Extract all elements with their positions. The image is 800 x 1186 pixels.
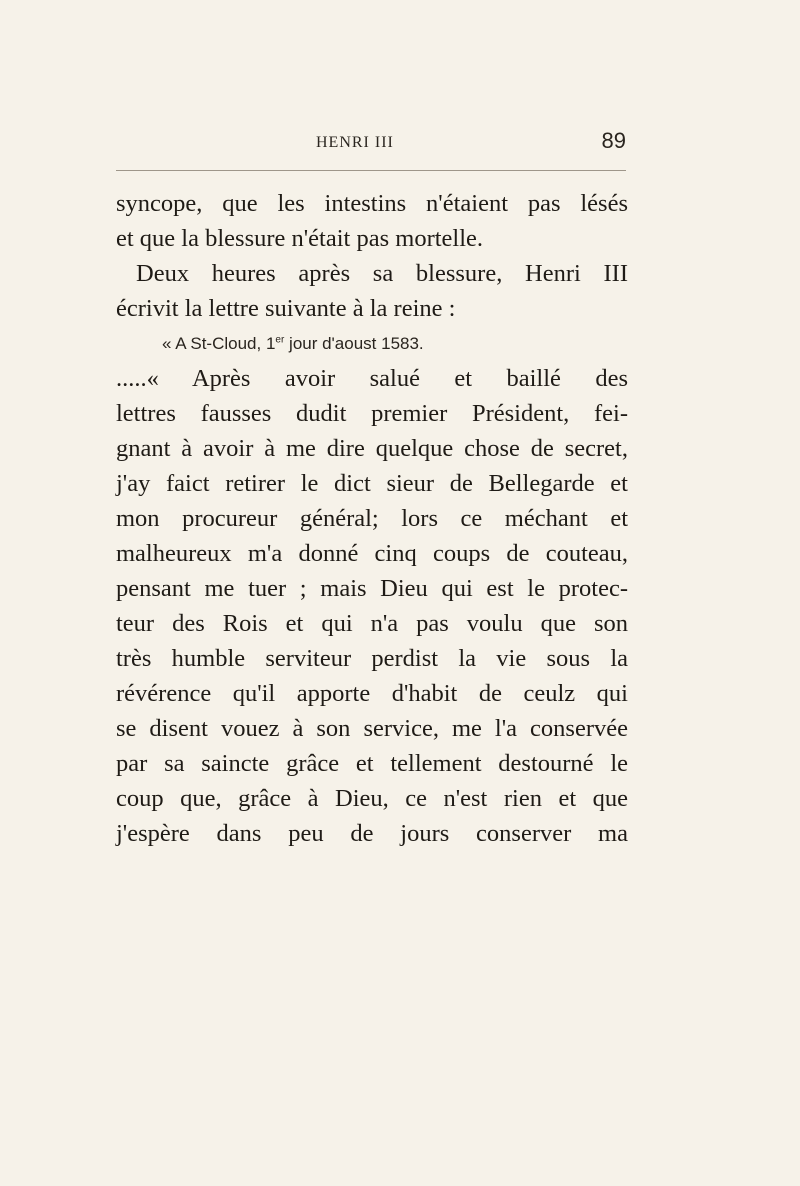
header-rule (116, 170, 626, 171)
text-line: et que la blessure n'était pas mortelle. (116, 225, 484, 252)
page-number: 89 (601, 128, 626, 153)
text-line: se disent vouez à son service, me l'a conservée (116, 715, 628, 742)
dateline-text: « A St-Cloud, 1 (162, 334, 276, 353)
text-line: écrivit la lettre suivante à la reine : (116, 295, 456, 322)
text-line: .....« Après avoir salué et baillé des (116, 365, 628, 392)
text-line: coup que, grâce à Dieu, ce n'est rien et que (116, 785, 628, 812)
text-line: gnant à avoir à me dire quelque chose de secret, (116, 435, 628, 462)
text-line: malheureux m'a donné cinq coups de couteau, (116, 540, 628, 567)
text-line: teur des Rois et qui n'a pas voulu que son (116, 610, 628, 637)
text-line: mon procureur général; lors ce méchant et (116, 505, 628, 532)
letter-dateline (116, 326, 628, 361)
running-head (116, 128, 626, 166)
text-line: j'ay faict retirer le dict sieur de Bellegarde et (116, 470, 628, 497)
running-title: HENRI III (316, 134, 394, 151)
body-text (116, 186, 628, 851)
text-line: lettres fausses dudit premier Président, fei- (116, 400, 628, 427)
text-line: syncope, que les intestins n'étaient pas lésés (116, 190, 628, 217)
text-line: très humble serviteur perdist la vie sous la (116, 645, 628, 672)
text-line: pensant me tuer ; mais Dieu qui est le protec- (116, 575, 628, 602)
text-line: Deux heures après sa blessure, Henri III (136, 260, 628, 287)
text-line: j'espère dans peu de jours conserver ma (116, 820, 628, 847)
text-line: révérence qu'il apporte d'habit de ceulz qui (116, 680, 628, 707)
dateline-superscript: er (275, 334, 285, 346)
dateline-text-end: jour d'aoust 1583. (284, 334, 424, 353)
text-line: par sa saincte grâce et tellement destourné le (116, 750, 628, 777)
